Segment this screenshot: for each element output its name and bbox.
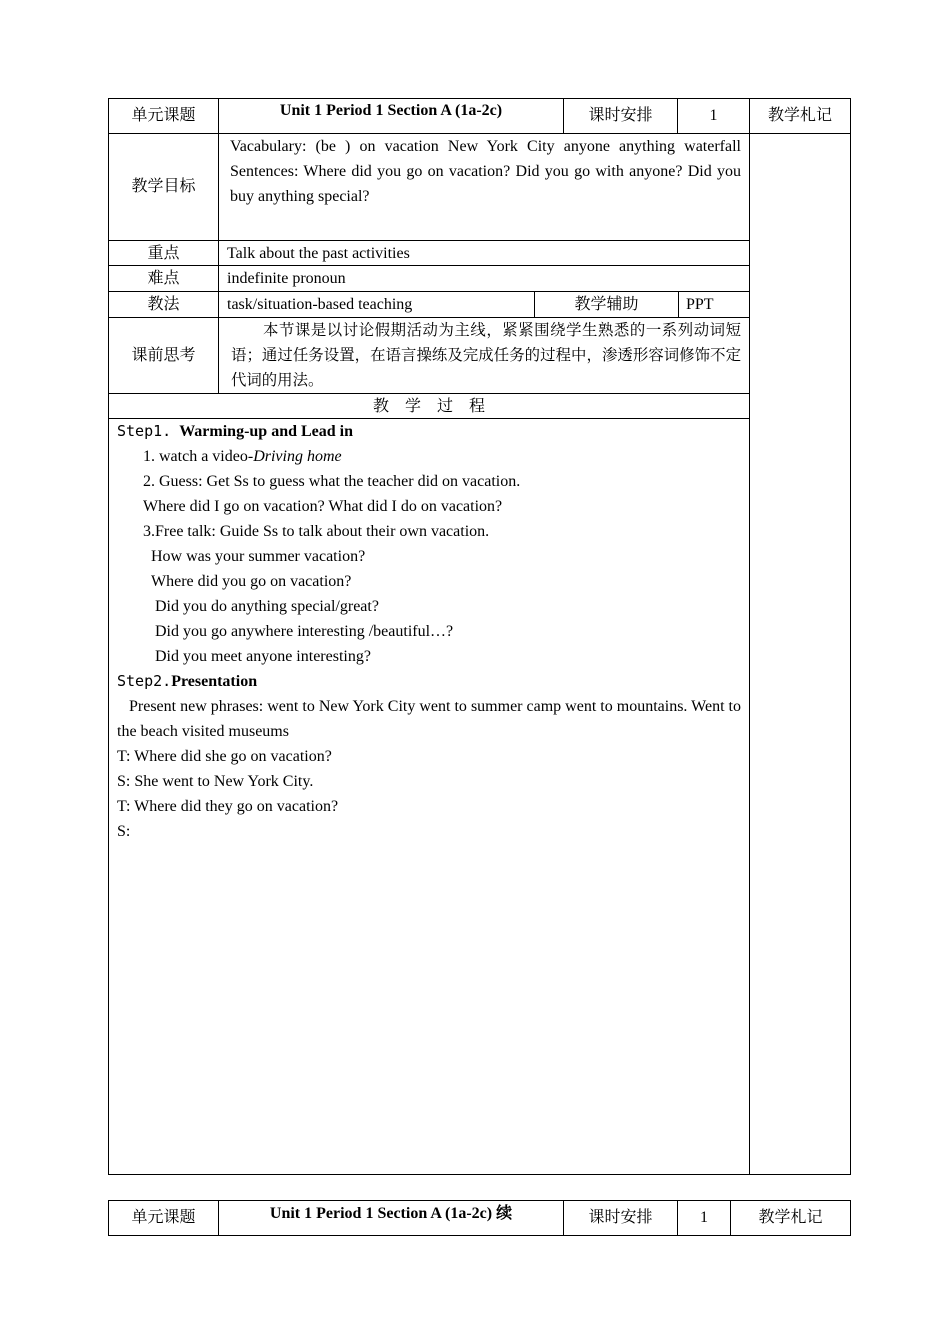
step2-line-2: T: Where did she go on vacation? <box>117 748 332 765</box>
period-label-2: 课时安排 <box>588 1209 653 1226</box>
step1-title: Warming-up and Lead in <box>179 423 354 440</box>
unit-title-2: Unit 1 Period 1 Section A (1a-2c) 续 <box>269 1205 513 1222</box>
step1-line-4: 3.Free talk: Guide Ss to talk about their own vacation. <box>143 523 490 540</box>
key-label: 重点 <box>147 245 180 262</box>
step1-line-7: Did you do anything special/great? <box>155 598 379 615</box>
step1-line-8: Did you go anywhere interesting /beautiful…? <box>155 623 454 640</box>
step2-line-1: Present new phrases: went to New York City went to summer camp went to mountains. Went to the beach visited museums <box>117 698 741 740</box>
step1-prefix: Step1. <box>117 422 172 440</box>
step1-line-5: How was your summer vacation? <box>151 548 366 565</box>
step1-line-3: Where did I go on vacation? What did I do on vacation? <box>143 498 503 515</box>
method-text: task/situation-based teaching <box>227 296 413 313</box>
difficulty-text: indefinite pronoun <box>227 270 346 287</box>
aid-text: PPT <box>686 296 714 313</box>
method-label: 教法 <box>147 296 180 313</box>
step2-heading <box>117 669 741 694</box>
period-value-2: 1 <box>700 1209 708 1226</box>
col-divider <box>678 291 679 318</box>
unit-title: Unit 1 Period 1 Section A (1a-2c) <box>279 102 503 119</box>
step2-line-3: S: She went to New York City. <box>117 773 314 790</box>
difficulty-label: 难点 <box>147 270 180 287</box>
video-title: Driving home <box>253 448 342 465</box>
goal-label: 教学目标 <box>131 178 196 195</box>
step1-line-6: Where did you go on vacation? <box>151 573 352 590</box>
step1-heading <box>117 419 741 444</box>
step1-line-1 <box>143 444 741 469</box>
notes-label-2: 教学札记 <box>758 1209 823 1226</box>
notes-label: 教学札记 <box>767 107 832 124</box>
step2-title: Presentation <box>171 673 258 690</box>
step2-line-4: T: Where did they go on vacation? <box>117 798 339 815</box>
step1-line-2: 2. Guess: Get Ss to guess what the teacher did on vacation. <box>143 473 521 490</box>
col-divider <box>749 98 750 1175</box>
aid-label: 教学辅助 <box>574 296 639 313</box>
key-text: Talk about the past activities <box>227 245 410 262</box>
step1-line-9: Did you meet anyone interesting? <box>155 648 371 665</box>
step2-line-5: S: <box>117 823 131 840</box>
period-value: 1 <box>709 107 718 124</box>
unit-label: 单元课题 <box>131 107 196 124</box>
video-prefix: 1. watch a video- <box>143 448 254 465</box>
reflect-text: 本节课是以讨论假期活动为主线，紧紧围绕学生熟悉的一系列动词短语；通过任务设置，在语言操练及完成任务的过程中，渗透形容词修饰不定代词的用法。 <box>231 321 741 389</box>
step2-prefix: Step2. <box>117 672 172 690</box>
process-header: 教 学 过 程 <box>372 398 485 415</box>
col-divider <box>218 98 219 394</box>
goal-text: Vacabulary: (be ) on vacation New York City anyone anything waterfall Sentences: Where did you go on vacation? Did you go with anyone? Did you buy anything special? <box>230 138 741 205</box>
unit-label-2: 单元课题 <box>131 1209 196 1226</box>
reflect-label: 课前思考 <box>131 347 196 364</box>
period-label: 课时安排 <box>588 107 653 124</box>
